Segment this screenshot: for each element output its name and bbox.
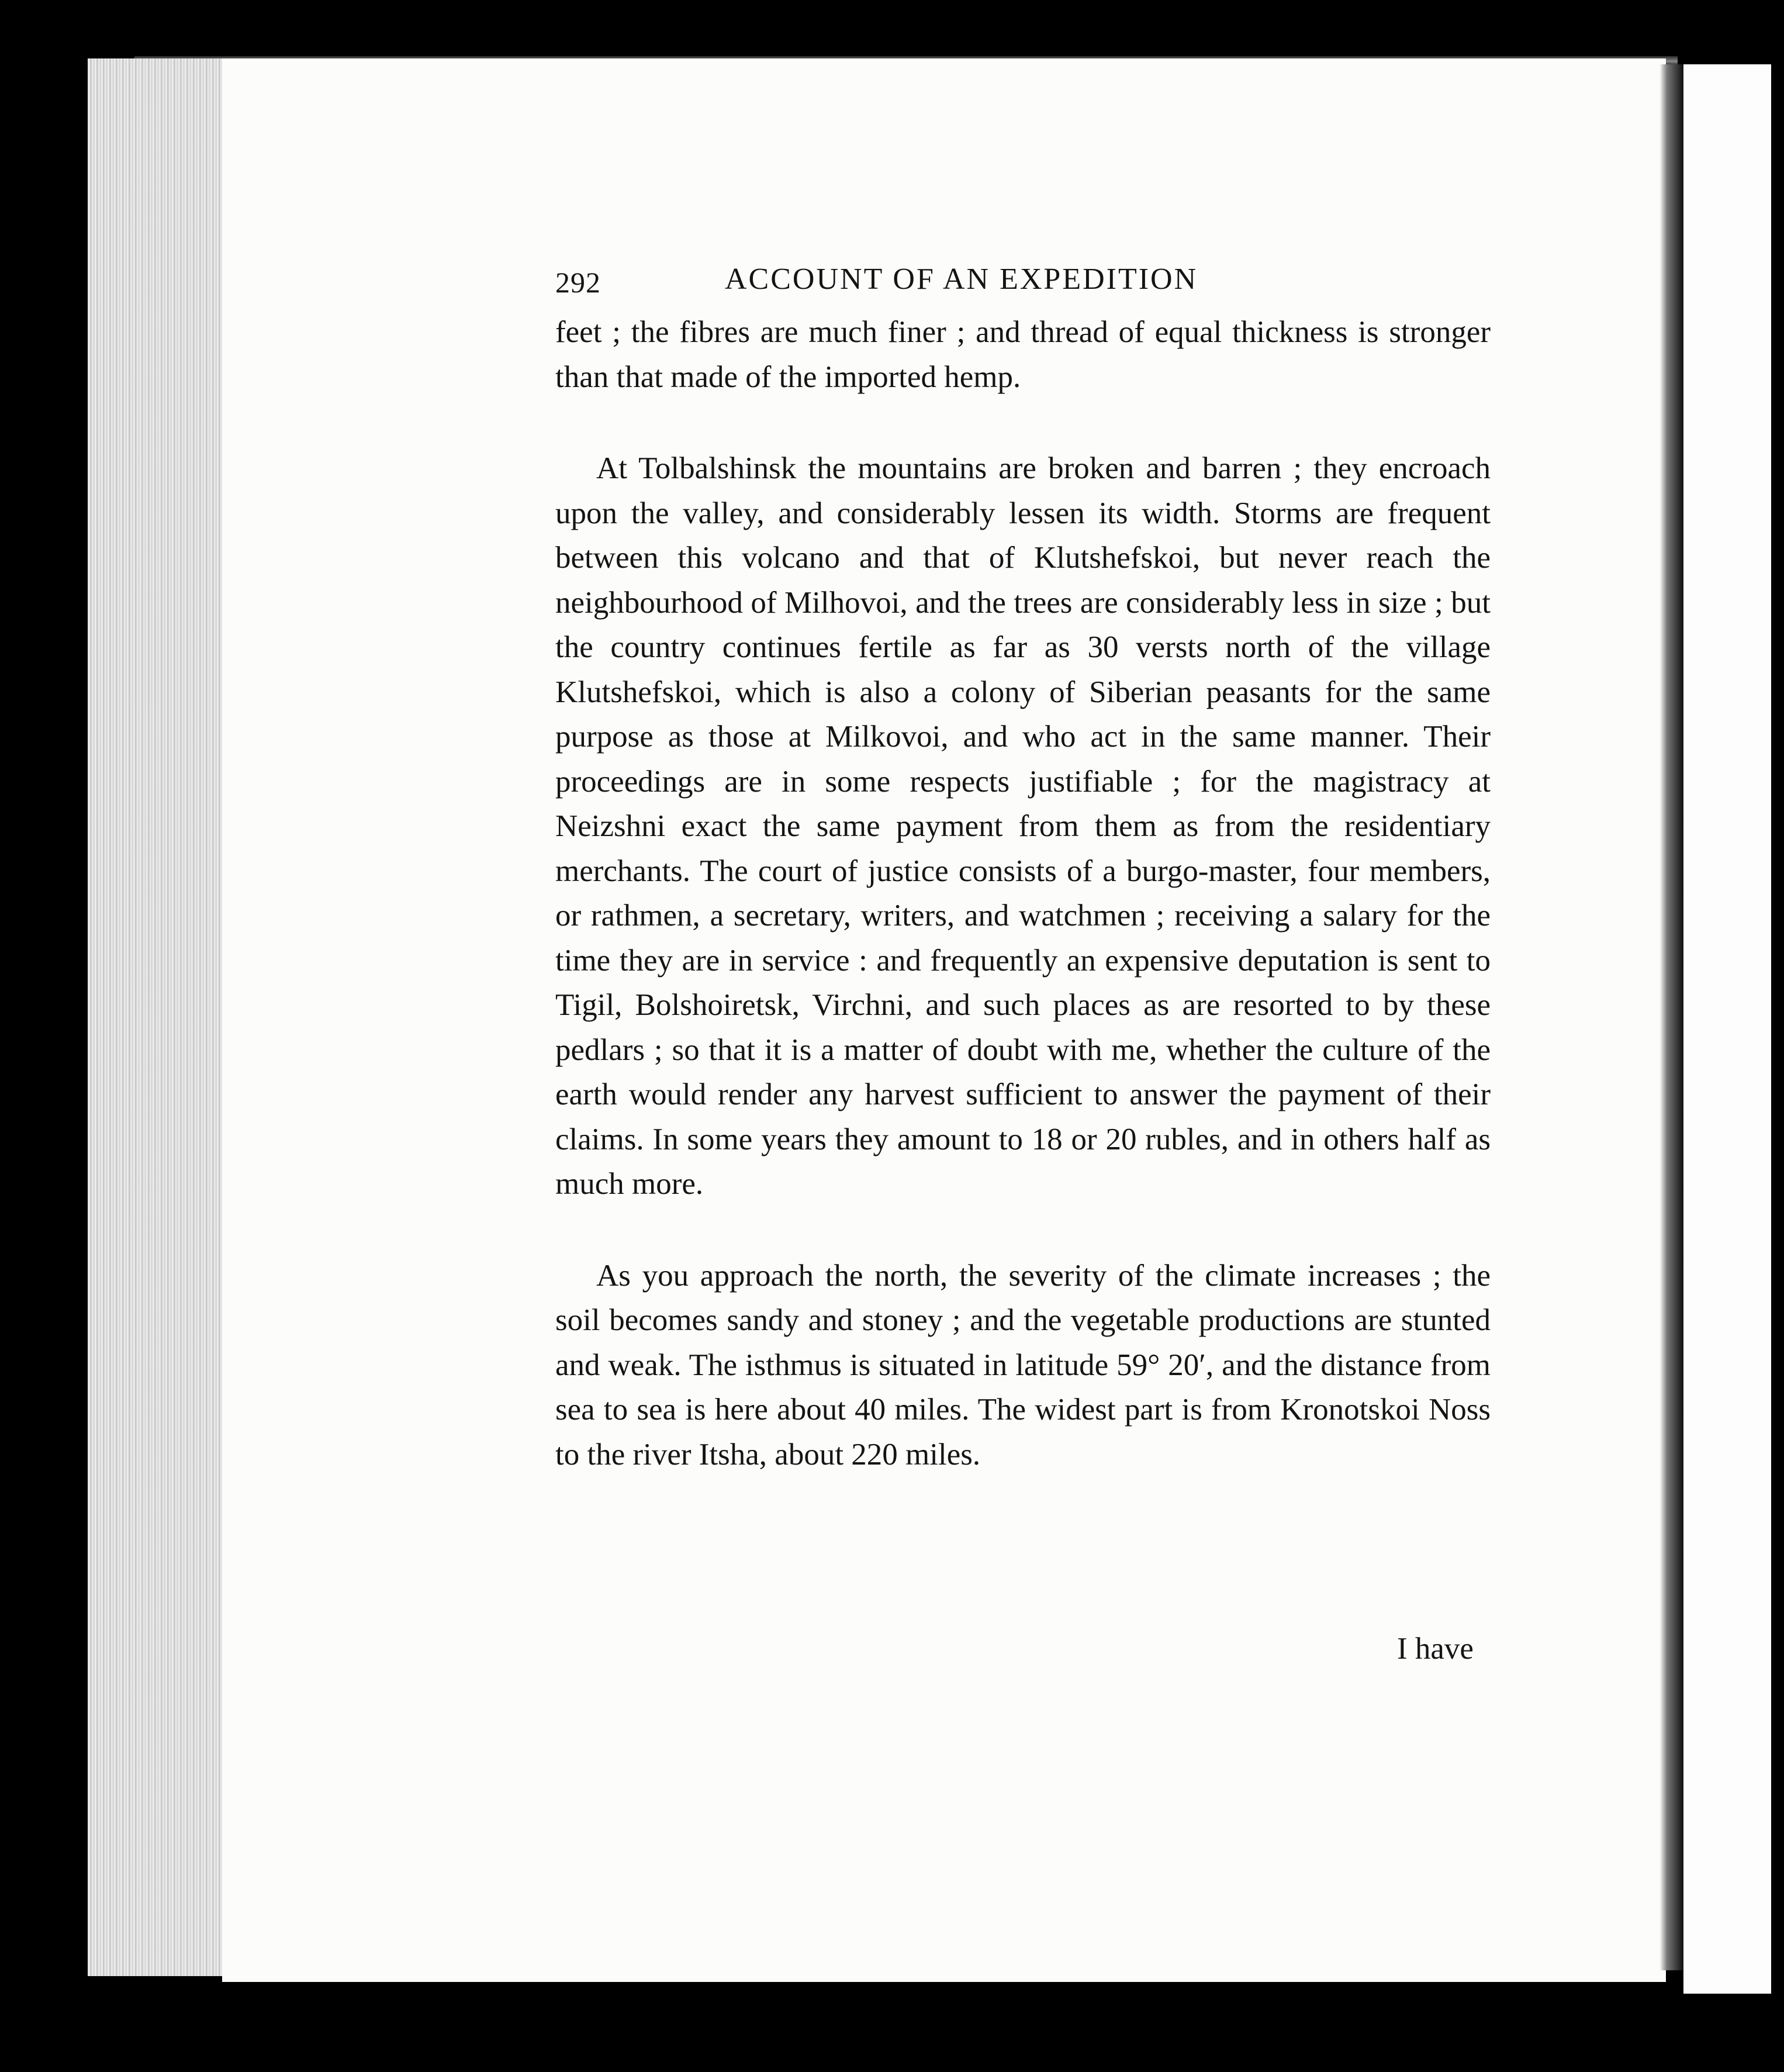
page-text-block <box>555 257 1491 1666</box>
paragraph-gap <box>555 1207 1491 1253</box>
running-head <box>555 257 1491 310</box>
running-head-title: ACCOUNT OF AN EXPEDITION <box>725 263 1198 296</box>
facing-page-edge <box>1683 64 1771 1994</box>
book-gutter <box>1660 64 1683 1970</box>
page-number: 292 <box>555 266 601 299</box>
paragraph-3: As you approach the north, the severity of the climate increases ; the soil becomes sandy and stoney ; and the vegetable productions are stunted and weak. The isthmus is situated in latitude 59° 20′, and the distance from sea to sea is here about 40 miles. The widest part is from Kronotskoi Noss to the river Itsha, about 220 miles. <box>555 1258 1491 1472</box>
paragraph-gap <box>555 399 1491 446</box>
catchword: I have <box>1397 1632 1474 1666</box>
paragraph-1: feet ; the fibres are much finer ; and thread of equal thickness is stronger than that made of the imported hemp. <box>555 315 1491 394</box>
paragraph-2: At Tolbalshinsk the mountains are broken and barren ; they encroach upon the valley, and considerably lessen its width. Storms are frequent between this volcano and that of Klutshefskoi, but never reach the neighbourhood of Milhovoi, and the trees are considerably less in size ; but the country continues fertile as far as 30 versts north of the village Klutshefskoi, which is also a colony of Siberian peasants for the same purpose as those at Milkovoi, and who act in the same manner. Their proceedings are in some respects justifiable ; for the magistracy at Neizshni exact the same payment from them as from the residentiary merchants. The court of justice consists of a burgo-master, four members, or rathmen, a secretary, writers, and watchmen ; receiving a salary for the time they are in service : and frequently an expensive deputation is sent to Tigil, Bolshoiretsk, Virchni, and such places as are resorted to by these pedlars ; so that it is a matter of doubt with me, whether the culture of the earth would render any harvest sufficient to answer the payment of their claims. In some years they amount to 18 or 20 rubles, and in others half as much more. <box>555 451 1491 1201</box>
